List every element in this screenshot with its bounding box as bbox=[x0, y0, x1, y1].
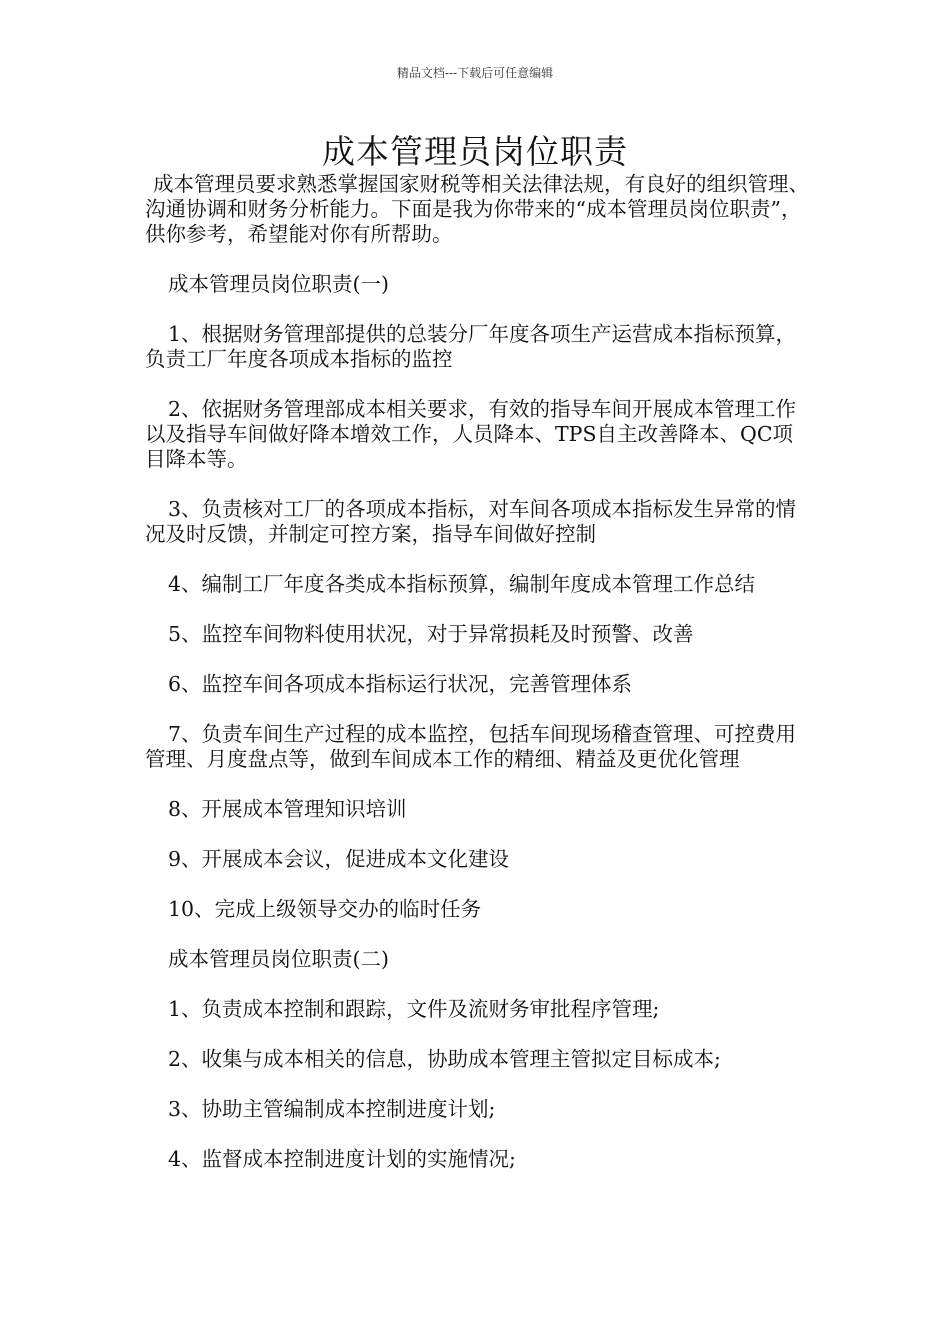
section1-heading: 成本管理员岗位职责(一) bbox=[168, 272, 389, 296]
section2-item: 3、协助主管编制成本控制进度计划; bbox=[168, 1097, 496, 1121]
section1-item: 7、负责车间生产过程的成本监控，包括车间现场稽查管理、可控费用管理、月度盘点等，做到车间成本工作的精细、精益及更优化管理 bbox=[145, 722, 797, 771]
section1-item: 6、监控车间各项成本指标运行状况，完善管理体系 bbox=[168, 672, 633, 696]
document-title: 成本管理员岗位职责 bbox=[322, 132, 628, 171]
section1-item: 8、开展成本管理知识培训 bbox=[168, 797, 407, 821]
section1-item: 5、监控车间物料使用状况，对于异常损耗及时预警、改善 bbox=[168, 622, 694, 646]
section1-item: 4、编制工厂年度各类成本指标预算，编制年度成本管理工作总结 bbox=[168, 572, 756, 596]
section2-item: 1、负责成本控制和跟踪，文件及流财务审批程序管理; bbox=[168, 997, 660, 1021]
section1-item: 10、完成上级领导交办的临时任务 bbox=[168, 897, 482, 921]
section2-item: 4、监督成本控制进度计划的实施情况; bbox=[168, 1147, 516, 1171]
page-header: 精品文档---下载后可任意编辑 bbox=[396, 66, 554, 80]
document-body bbox=[145, 172, 809, 1172]
intro-paragraph: 成本管理员要求熟悉掌握国家财税等相关法律法规，有良好的组织管理、沟通协调和财务分析能力。下面是我为你带来的“成本管理员岗位职责”，供你参考，希望能对你有所帮助。 bbox=[145, 172, 809, 246]
section2-heading: 成本管理员岗位职责(二) bbox=[168, 947, 389, 971]
section1-item: 3、负责核对工厂的各项成本指标，对车间各项成本指标发生异常的情况及时反馈，并制定可控方案，指导车间做好控制 bbox=[145, 497, 797, 546]
section2-item: 2、收集与成本相关的信息，协助成本管理主管拟定目标成本; bbox=[168, 1047, 721, 1071]
section1-item: 2、依据财务管理部成本相关要求，有效的指导车间开展成本管理工作以及指导车间做好降本增效工作，人员降本、TPS自主改善降本、QC项目降本等。 bbox=[145, 397, 797, 471]
section1-item: 9、开展成本会议，促进成本文化建设 bbox=[168, 847, 510, 871]
section1-item: 1、根据财务管理部提供的总装分厂年度各项生产运营成本指标预算，负责工厂年度各项成本指标的监控 bbox=[145, 322, 797, 371]
